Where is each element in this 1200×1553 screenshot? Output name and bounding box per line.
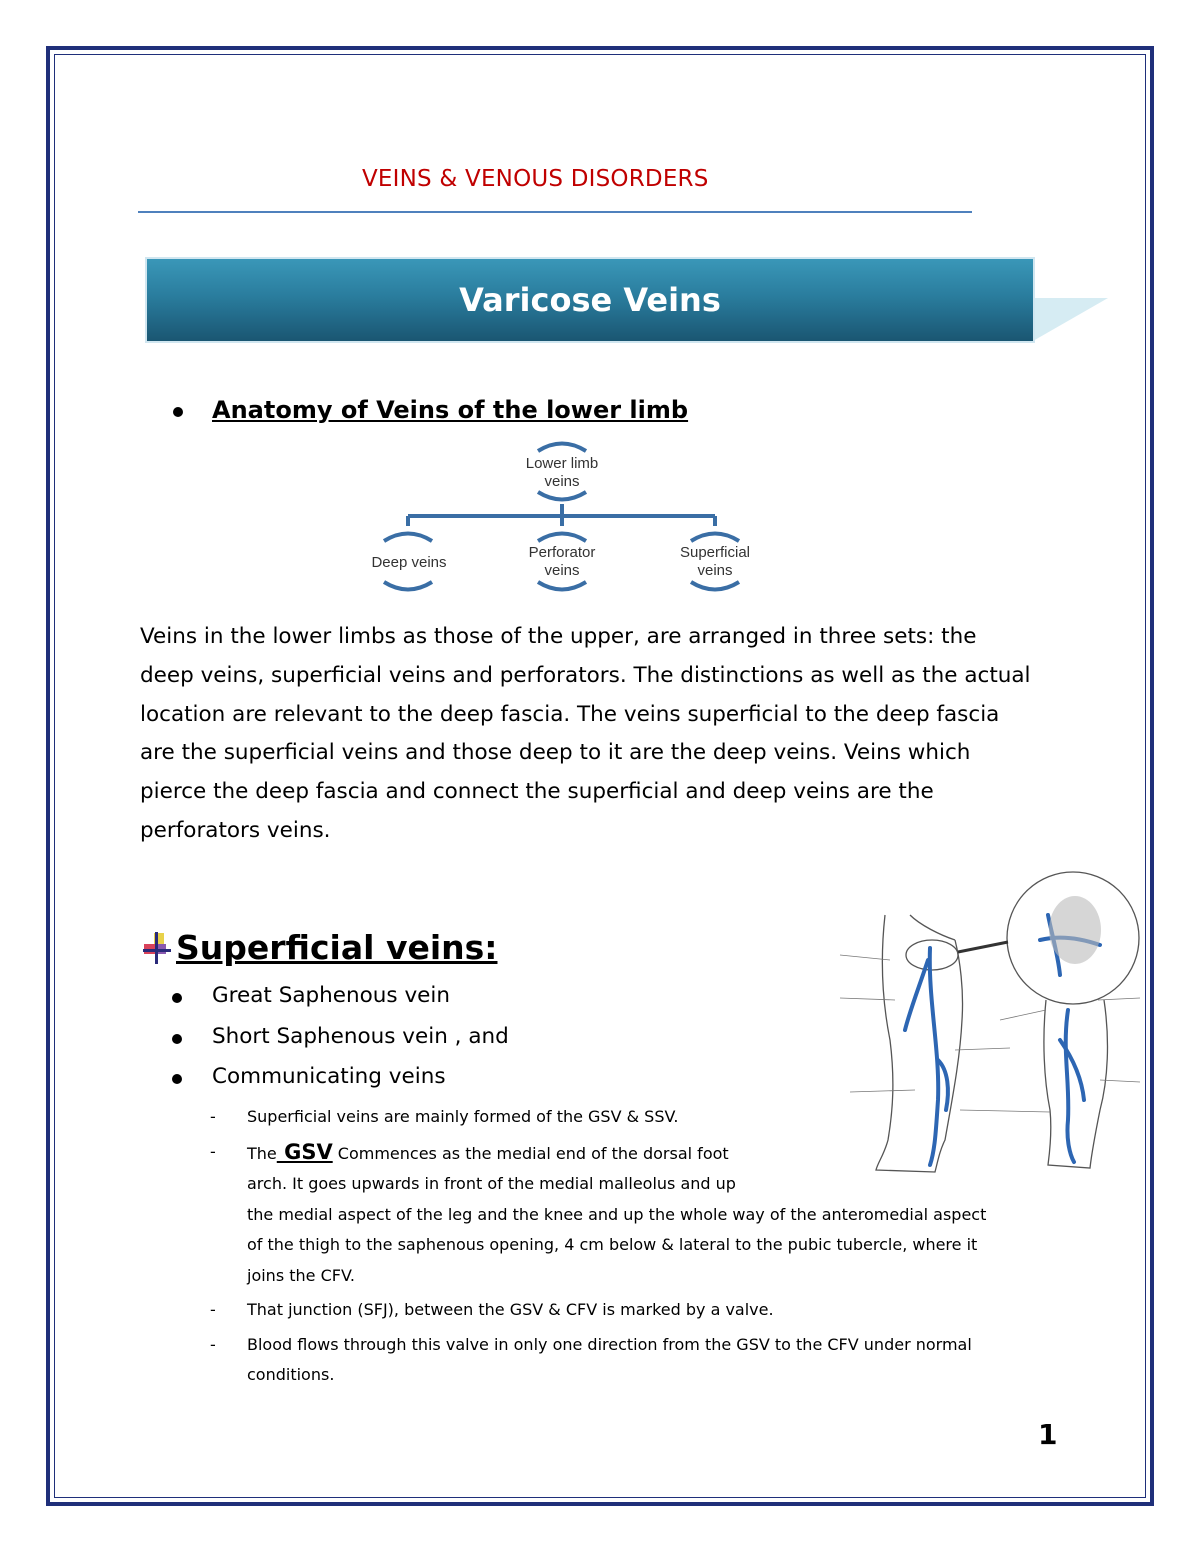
superficial-label-line1: Superficial	[679, 544, 751, 561]
detail-item: - Superficial veins are mainly formed of the GSV & SSV.	[210, 1107, 679, 1126]
detail-item: - The GSV Commences as the medial end of the dorsal foot arch. It goes upwards in front of the medial malleolus and up the medial aspect of the leg and the knee and up the whole way of the anteromedial aspect of the thigh to the saphenous opening, 4 cm below & lateral to the pubic tubercle, where it joins the CFV.	[210, 1139, 987, 1285]
paragraph-line: Veins in the lower limbs as those of the upper, are arranged in three sets: the	[140, 624, 977, 649]
anatomy-heading: Anatomy of Veins of the lower limb	[212, 396, 689, 424]
document-title: VEINS & VENOUS DISORDERS	[362, 166, 709, 192]
root-label-line1: Lower limb	[525, 455, 599, 472]
deep-veins-label: Deep veins	[371, 554, 447, 571]
root-label-line2: veins	[544, 473, 580, 490]
page-number: 1	[1038, 1418, 1058, 1451]
perforator-label-line2: veins	[544, 562, 580, 579]
perforator-label-line1: Perforator	[528, 544, 596, 561]
paragraph-line: are the superficial veins and those deep to it are the deep veins. Veins which	[140, 740, 971, 766]
superficial-label-line2: veins	[697, 562, 733, 579]
banner-title: Varicose Veins	[459, 281, 721, 319]
paragraph-line: pierce the deep fascia and connect the superficial and deep veins are the	[140, 779, 934, 805]
paragraph-line: perforators veins.	[140, 817, 331, 843]
superficial-veins-heading: Superficial veins:	[176, 928, 498, 967]
paragraph-line: location are relevant to the deep fascia. The veins superficial to the deep fascia	[140, 701, 1000, 727]
detail-item: - That junction (SFJ), between the GSV & CFV is marked by a valve.	[210, 1300, 774, 1319]
gsv-highlight: GSV	[276, 1139, 333, 1164]
paragraph-line: deep veins, superficial veins and perforators. The distinctions as well as the actual	[140, 662, 1031, 688]
detail-item: - Blood flows through this valve in only one direction from the GSV to the CFV under normal conditions.	[210, 1334, 972, 1384]
